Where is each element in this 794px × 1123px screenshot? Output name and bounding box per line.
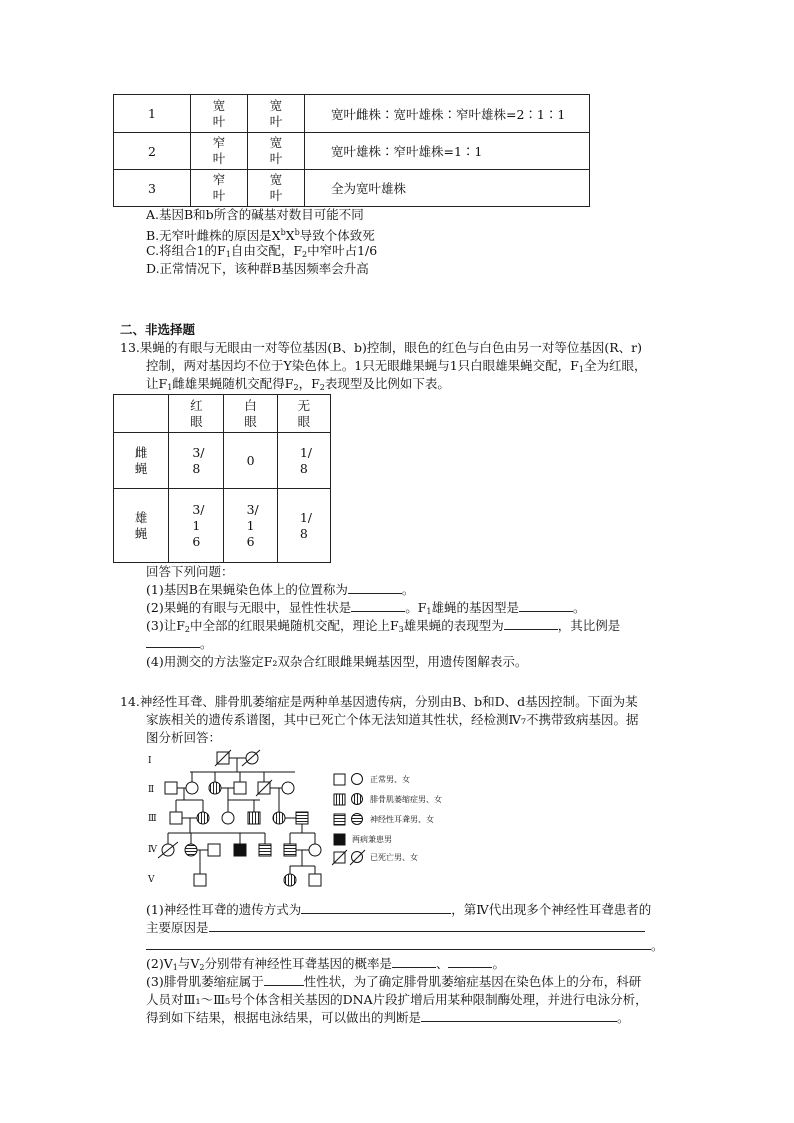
cross-table [113, 94, 590, 207]
q14-line1: 14.神经性耳聋、腓骨肌萎缩症是两种单基因遗传病，分别由B、b和D、d基因控制。下面为某 [120, 694, 638, 709]
answer-blank[interactable] [301, 901, 451, 914]
gen-label: Ⅱ [148, 785, 155, 795]
answer-blank[interactable] [519, 599, 573, 612]
answer-blank[interactable] [504, 617, 558, 630]
legend-label: 正常男、女 [370, 775, 410, 784]
option-a: A.基因B和b所含的碱基对数目可能不同 [146, 207, 364, 222]
answer-intro: 回答下列问题： [146, 564, 234, 579]
legend-label: 两病兼患男 [352, 835, 392, 844]
q13-sub1: (1)基因B在果蝇染色体上的位置称为 。 [146, 582, 415, 597]
answer-blank[interactable] [146, 635, 200, 648]
q14-sub2: $(2)Ⅴ_1$与$Ⅴ_2$分别带有神经性耳聋基因的概率是 、 。 [146, 956, 505, 972]
pedigree-chart [140, 748, 470, 898]
answer-blank[interactable] [448, 955, 492, 968]
answer-blank[interactable] [421, 1009, 617, 1022]
female-parent [191, 95, 248, 133]
pedigree-legend [332, 774, 365, 866]
gen-label: Ⅲ [148, 814, 157, 824]
table-row: 雄蝇 3/16 3/16 1/8 [114, 489, 331, 563]
male-parent: 宽叶 [248, 95, 305, 133]
q14-line2: 家族相关的遗传系谱图，其中已死亡个体无法知道其性状，经检测Ⅳ₇不携带致病基因。据 [146, 712, 639, 727]
legend-label: 已死亡男、女 [370, 853, 418, 862]
q14-line3: 图分析回答： [146, 730, 222, 745]
q13-sub3: (3)让$F_2$中全部的红眼果蝇随机交配，理论上$F_3$雄果蝇的表现型为 ，其比例是 [146, 618, 621, 634]
fly-table [113, 394, 331, 563]
gen-label: Ⅴ [148, 875, 155, 885]
option-b: B.无窄叶雌株的原因是$X^bX^b$导致个体致死 [146, 228, 375, 243]
table-row: 雌蝇 3/8 0 1/8 [114, 433, 331, 489]
q13-sub4: (4)用测交的方法鉴定F₂双杂合红眼雌果蝇基因型，用遗传图解表示。 [146, 654, 528, 669]
answer-blank[interactable] [351, 599, 405, 612]
table-row: 2 窄叶 宽叶 宽叶雄株∶窄叶雄株=1∶1 [114, 133, 590, 170]
q13-line1: 13.果蝇的有眼与无眼由一对等位基因(B、b)控制，眼色的红色与白色由另一对等位基因(R、r) [120, 340, 642, 355]
q14-sub3-cont: 人员对Ⅲ₁～Ⅲ₅号个体含相关基因的DNA片段扩增后用某种限制酶处理，并进行电泳分析， [146, 992, 648, 1007]
parent-text: 宽叶 [212, 97, 226, 129]
legend-label: 神经性耳聋男、女 [370, 815, 434, 824]
answer-blank[interactable] [392, 955, 436, 968]
table-header-row: 红眼 白眼 无眼 [114, 395, 331, 433]
gen-label: Ⅰ [148, 756, 152, 766]
table-row [114, 95, 590, 133]
answer-blank[interactable] [146, 937, 651, 950]
option-c: C.将组合1的$F_1$自由交配，$F_2$中窄叶占1/6 [146, 243, 378, 259]
q14-sub1-cont2: 。 [146, 937, 664, 955]
q14-sub3-cont2: 得到如下结果，根据电泳结果，可以做出的判断是 。 [146, 1010, 630, 1025]
q13-line3: 让$F_1$雌雄果蝇随机交配得$F_2$，$F_2$表现型及比例如下表。 [146, 376, 450, 392]
q13-sub3-cont: 。 [146, 635, 213, 653]
q13-sub2: (2)果蝇的有眼与无眼中，显性性状是 。$F_1$雄蝇的基因型是 。 [146, 600, 586, 616]
section-title: 二、非选择题 [120, 322, 196, 337]
cross-number: 1 [114, 95, 191, 133]
gen-label: Ⅳ [148, 845, 157, 855]
table-row: 3 窄叶 宽叶 全为宽叶雄株 [114, 170, 590, 207]
answer-blank[interactable] [209, 919, 645, 932]
answer-blank[interactable] [264, 973, 304, 986]
answer-blank[interactable] [348, 581, 402, 594]
option-d: D.正常情况下，该种群B基因频率会升高 [146, 261, 369, 276]
q14-sub1: (1)神经性耳聋的遗传方式为 ，第Ⅳ代出现多个神经性耳聋患者的 [146, 902, 652, 917]
offspring-result: 宽叶雌株∶宽叶雄株∶窄叶雄株=2∶1∶1 [305, 95, 590, 133]
q14-sub1-cont: 主要原因是 [146, 919, 645, 937]
legend-label: 腓骨肌萎缩症男、女 [370, 795, 442, 804]
q13-line2: 控制，两对基因均不位于Y染色体上。1只无眼雌果蝇与1只白眼雄果蝇交配，$F_1$全为红眼， [146, 358, 647, 374]
q14-sub3: (3)腓骨肌萎缩症属于 性性状，为了确定腓骨肌萎缩症基因在染色体上的分布，科研 [146, 974, 642, 989]
